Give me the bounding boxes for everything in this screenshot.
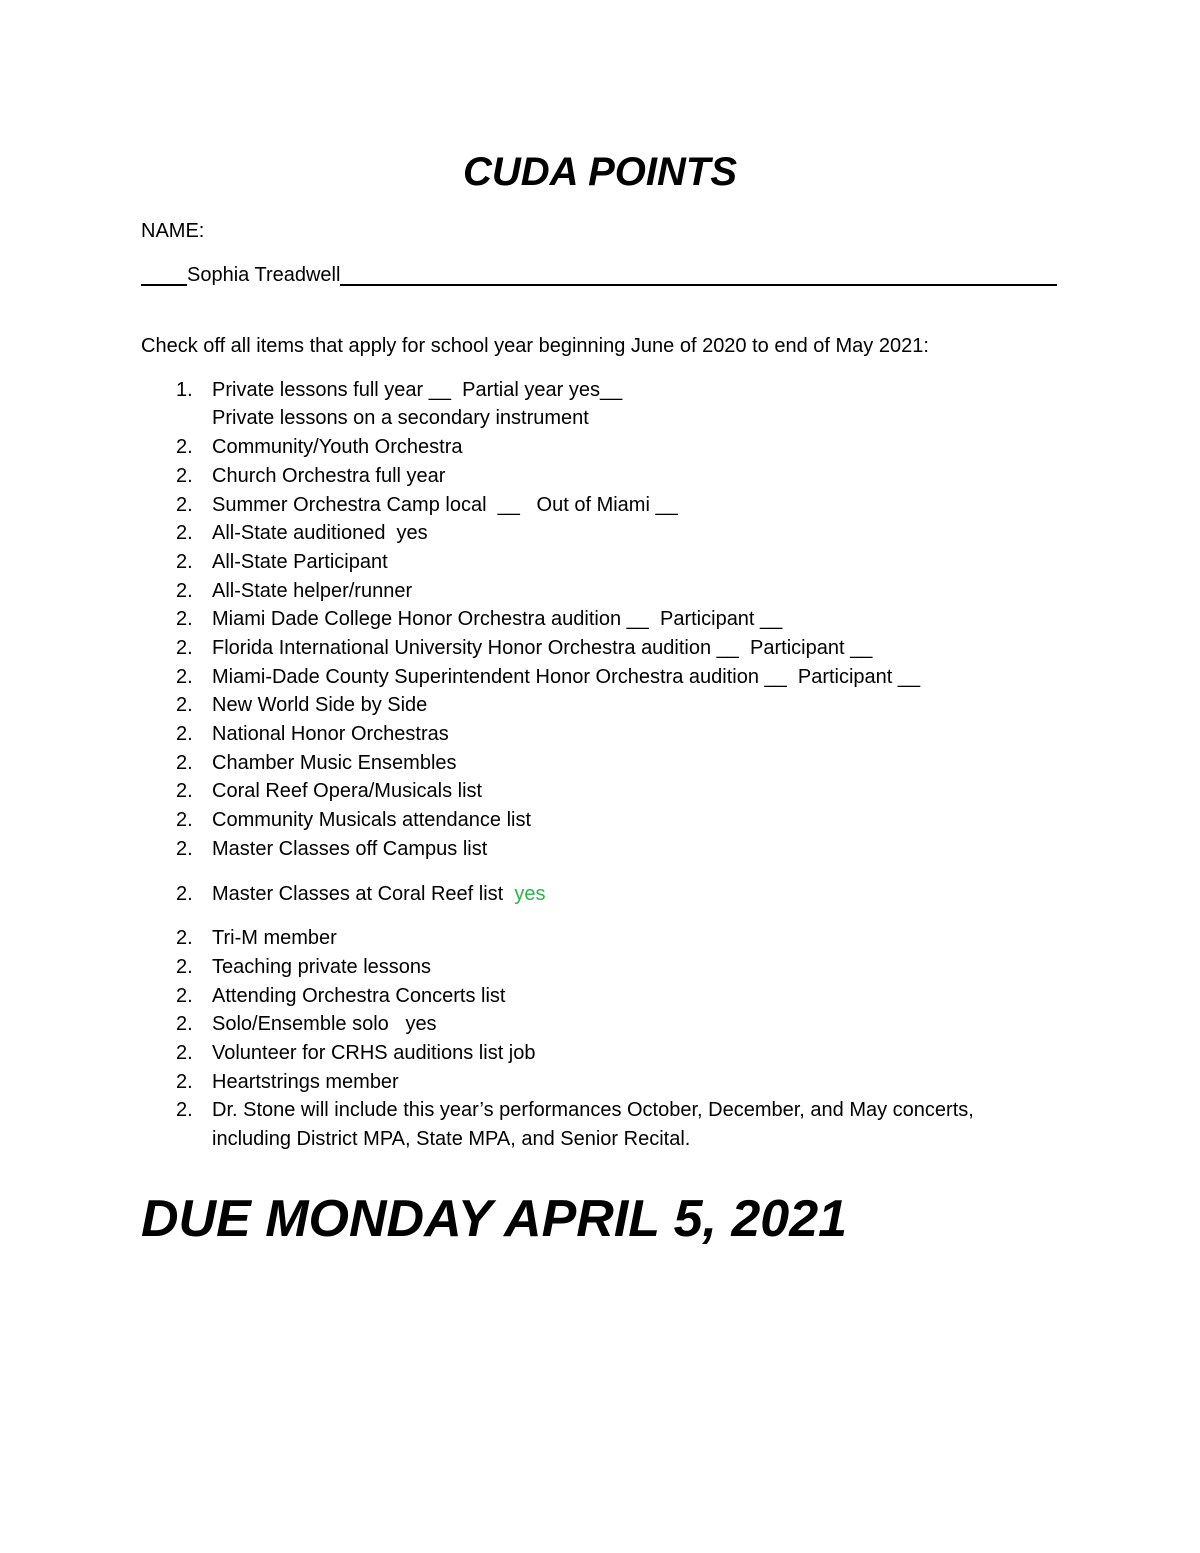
list-item-text [212,835,487,863]
list-item-text [212,806,531,834]
list-item-text [212,519,428,547]
list-item-label: National Honor Orchestras [212,723,449,745]
list-item-number: 2. [176,780,193,802]
list-item [0,634,1200,662]
list-item-label: New World Side by Side [212,694,428,716]
list-item [0,605,1200,633]
name-label: NAME: [141,220,205,242]
list-item-text [212,924,337,952]
list-item [0,1039,1200,1067]
list-item-text [212,749,457,777]
list-item-number: 2. [176,985,193,1007]
list-item-number: 2. [176,522,193,544]
list-item-number: 2. [176,1099,193,1121]
list-item-number: 2. [176,608,193,630]
list-item-text [212,433,462,461]
list-item-number: 1. [176,379,193,401]
list-item [0,1068,1200,1096]
list-item-label: Summer Orchestra Camp local __ Out of Miami __ [212,494,678,516]
list-item [0,982,1200,1010]
list-item-highlight: yes [514,883,546,905]
list-item-label: Dr. Stone will include this year’s performances October, December, and May concerts, [212,1099,974,1121]
list-item-text [212,663,920,691]
list-item-label: including District MPA, State MPA, and Senior Recital. [212,1128,691,1150]
list-item-label: Solo/Ensemble solo yes [212,1013,437,1035]
list-item-text [212,1096,974,1124]
list-item-number: 2. [176,883,193,905]
list-item-number: 2. [176,838,193,860]
list-item-label: Master Classes off Campus list [212,838,488,860]
list-item-number: 2. [176,436,193,458]
page-title: CUDA POINTS [462,150,738,194]
list-item-label: Community Musicals attendance list [212,809,532,831]
list-item-number: 2. [176,809,193,831]
list-item [0,720,1200,748]
list-item-number: 2. [176,927,193,949]
list-item [0,924,1200,952]
list-item-label: Community/Youth Orchestra [212,436,463,458]
list-item [0,880,1200,908]
list-item-number: 2. [176,1013,193,1035]
list-item-label: Florida International University Honor Orchestra audition __ Participant __ [212,637,873,659]
list-item-text [212,491,678,519]
list-item-label: Tri-M member [212,927,337,949]
list-item-number: 2. [176,494,193,516]
list-item-number: 2. [176,465,193,487]
list-item-label: Teaching private lessons [212,956,432,978]
list-item-number: 2. [176,666,193,688]
list-item [0,663,1200,691]
list-item-text [212,548,388,576]
list-item-text [212,376,622,404]
list-item-text [212,1039,536,1067]
list-item-text [212,404,589,432]
list-item-number: 2. [176,752,193,774]
list-item-text [212,691,427,719]
list-item-text [212,720,449,748]
list-item [0,835,1200,863]
list-item-number: 2. [176,580,193,602]
list-item-label: Heartstrings member [212,1071,399,1093]
list-item [0,953,1200,981]
list-item-label: Coral Reef Opera/Musicals list [212,780,483,802]
list-item [0,491,1200,519]
list-item-text [212,880,545,908]
list-item [0,691,1200,719]
list-item [0,462,1200,490]
list-item-label: All-State auditioned yes [212,522,428,544]
list-item [0,1010,1200,1038]
list-item-number: 2. [176,723,193,745]
list-item [0,433,1200,461]
due-date: DUE MONDAY APRIL 5, 2021 [141,1190,848,1248]
list-item [0,376,1200,404]
list-item-label: Master Classes at Coral Reef list [212,883,515,905]
instructions: Check off all items that apply for school year beginning June of 2020 to end of May 2021: [141,335,929,357]
name-value: Sophia Treadwell [187,264,341,286]
list-item [0,519,1200,547]
list-item-label: Attending Orchestra Concerts list [212,985,506,1007]
list-item-number: 2. [176,956,193,978]
list-item-text [212,605,782,633]
list-item-text [212,777,482,805]
list-item-label: Private lessons on a secondary instrument [212,407,589,429]
list-item-text [212,1068,399,1096]
list-item [0,577,1200,605]
list-item-number: 2. [176,1042,193,1064]
list-item-text [212,1125,690,1153]
list-item-label: Volunteer for CRHS auditions list job [212,1042,536,1064]
list-item [0,777,1200,805]
list-item-number: 2. [176,694,193,716]
list-item-text [212,577,412,605]
list-item [0,1125,1200,1153]
list-item-number: 2. [176,1071,193,1093]
list-item-text [212,462,445,490]
list-item-label: Miami-Dade County Superintendent Honor Orchestra audition __ Participant __ [212,666,921,688]
list-item-label: Church Orchestra full year [212,465,446,487]
list-item [0,404,1200,432]
list-item-number: 2. [176,551,193,573]
list-item [0,548,1200,576]
list-item-label: All-State helper/runner [212,580,413,602]
list-item-text [212,982,505,1010]
list-item-text [212,634,872,662]
list-item-label: Chamber Music Ensembles [212,752,457,774]
list-item-text [212,953,431,981]
list-item-number: 2. [176,637,193,659]
list-item-label: All-State Participant [212,551,388,573]
list-item-label: Miami Dade College Honor Orchestra audition __ Participant __ [212,608,783,630]
list-item-label: Private lessons full year __ Partial year yes__ [212,379,623,401]
list-item [0,1096,1200,1124]
list-item [0,749,1200,777]
list-item-text [212,1010,437,1038]
list-item [0,806,1200,834]
